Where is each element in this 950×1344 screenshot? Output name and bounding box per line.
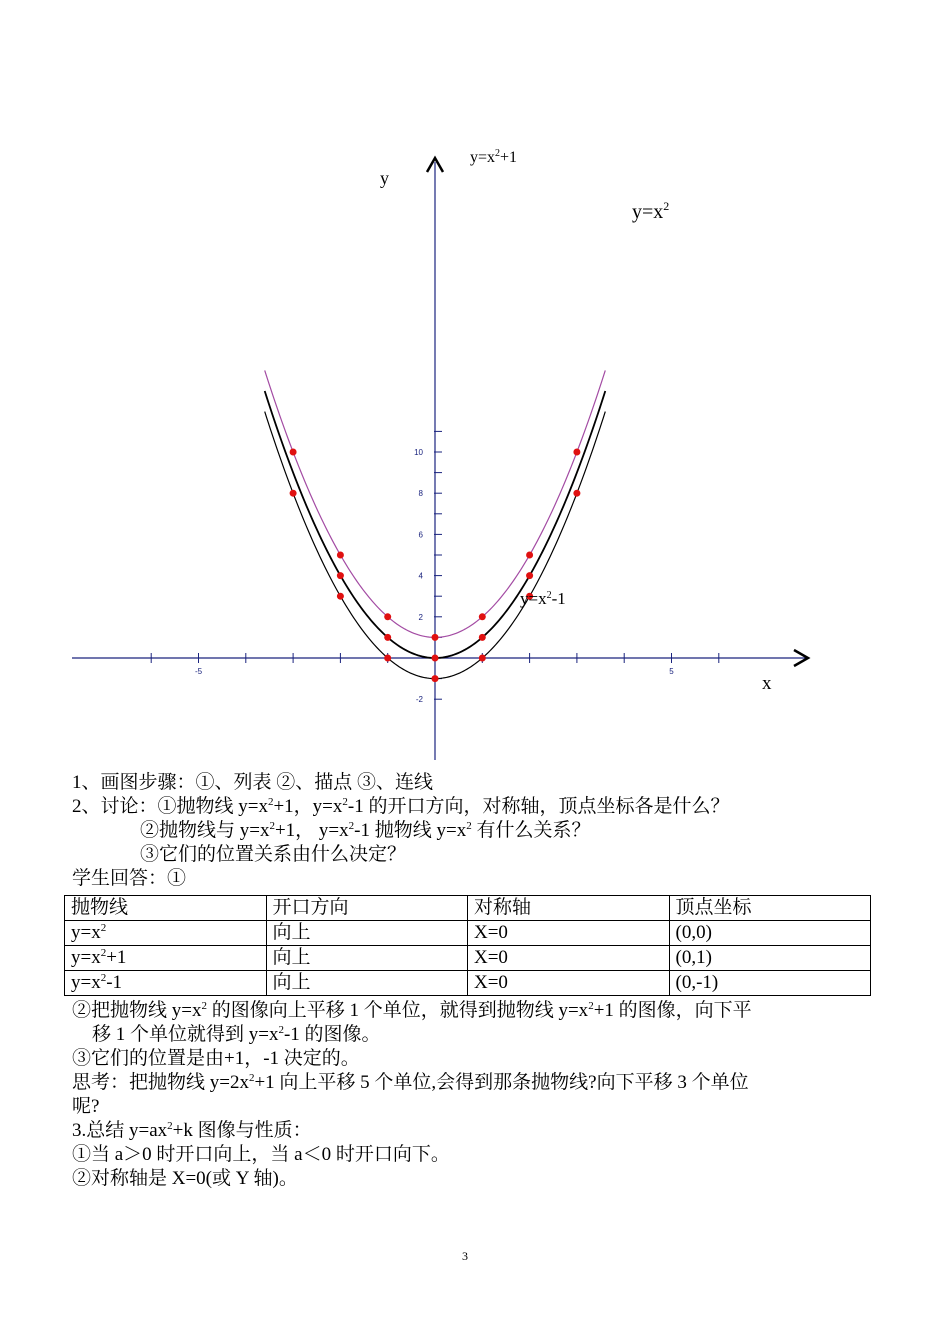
table-row <box>65 921 871 946</box>
table-cell-curve: $y=x^2+1$ <box>65 946 267 971</box>
y-tick-label: 6 <box>418 530 423 540</box>
curve-label-plus1: $y=x^2+1$ <box>470 148 518 166</box>
x-axis-label: x <box>762 673 772 694</box>
table-cell-direction: 向上 <box>266 971 468 996</box>
data-point <box>384 655 391 662</box>
body-text-top <box>72 771 872 891</box>
y-axis-label: y <box>380 168 389 188</box>
discussion-q3: ③它们的位置关系由什么决定？ <box>140 844 407 865</box>
answer-3: ③它们的位置是由+1，-1 决定的。 <box>72 1048 360 1069</box>
data-point <box>432 655 439 662</box>
y-tick-label: 8 <box>418 489 423 499</box>
data-point <box>337 572 344 579</box>
drawing-steps: 1、画图步骤：①、列表 ②、描点 ③、连线 <box>72 772 434 793</box>
data-point <box>479 655 486 662</box>
think-question-line2: 呢? <box>72 1096 100 1117</box>
data-point <box>573 490 580 497</box>
axes <box>72 158 808 760</box>
table-cell-axis: X=0 <box>468 971 670 996</box>
table-header-cell: 开口方向 <box>266 896 468 921</box>
x-tick-label: -5 <box>194 667 203 676</box>
data-point <box>479 613 486 620</box>
answer-2-line2: 移 1 个单位就得到 $y=x^2-1$ 的图像。 <box>92 1024 381 1045</box>
y-tick-label: 4 <box>418 571 423 581</box>
data-point <box>384 613 391 620</box>
table-cell-curve: $y=x^2-1$ <box>65 971 267 996</box>
page-number: 3 <box>462 1249 468 1263</box>
body-text-bottom <box>72 999 872 1191</box>
answer-2-line1: ②把抛物线 $y=x^2$ 的图像向上平移 1 个单位，就得到抛物线 $y=x^2+1$ 的图像，向下平 <box>72 1000 752 1021</box>
table-cell-vertex: (0,1) <box>669 946 871 971</box>
data-point <box>573 449 580 456</box>
table-header-row <box>65 896 871 921</box>
discussion-q1: 2、讨论：①抛物线 $y=x^2+1$，$y=x^2-1$ 的开口方向，对称轴，顶点坐标各是什么？ <box>72 796 730 817</box>
curve-label-base: $y=x^2$ <box>632 199 670 223</box>
data-point <box>526 572 533 579</box>
data-point <box>432 675 439 682</box>
table-row <box>65 971 871 996</box>
table-header-cell: 抛物线 <box>65 896 267 921</box>
data-point <box>526 552 533 559</box>
vertex-table <box>64 895 871 996</box>
y-tick-label: 10 <box>414 448 423 457</box>
summary-item-1: ①当 a＞0 时开口向上，当 a＜0 时开口向下。 <box>72 1144 450 1165</box>
data-point <box>337 552 344 559</box>
data-point <box>337 593 344 600</box>
summary-item-2: ②对称轴是 X=0(或 Y 轴)。 <box>72 1168 298 1189</box>
table-cell-direction: 向上 <box>266 921 468 946</box>
discussion-q2: ②抛物线与 $y=x^2+1$， $y=x^2-1$ 抛物线 $y=x^2$ 有什么关系？ <box>140 820 591 841</box>
table-header-cell: 对称轴 <box>468 896 670 921</box>
data-point <box>384 634 391 641</box>
data-point <box>479 634 486 641</box>
curve-label-minus1: $y=x^2-1$ <box>520 589 566 608</box>
x-tick-label: 5 <box>669 667 674 676</box>
table-cell-axis: X=0 <box>468 921 670 946</box>
table-cell-vertex: (0,-1) <box>669 971 871 996</box>
table-header-cell: 顶点坐标 <box>669 896 871 921</box>
table-cell-axis: X=0 <box>468 946 670 971</box>
data-point <box>290 490 297 497</box>
table-cell-curve: $y=x^2$ <box>65 921 267 946</box>
y-tick-label: -2 <box>415 695 423 705</box>
data-point <box>432 634 439 641</box>
table-cell-direction: 向上 <box>266 946 468 971</box>
student-answer-label: 学生回答：① <box>72 868 187 889</box>
think-question-line1: 思考：把抛物线 $y=2x^2+1$ 向上平移 5 个单位,会得到那条抛物线?向下平移 3 个单位 <box>72 1072 749 1093</box>
table-cell-vertex: (0,0) <box>669 921 871 946</box>
data-point <box>290 449 297 456</box>
y-tick-label: 2 <box>418 612 423 622</box>
table-row <box>65 946 871 971</box>
summary-heading: 3.总结 $y=ax^2+k$ 图像与性质： <box>72 1120 312 1141</box>
